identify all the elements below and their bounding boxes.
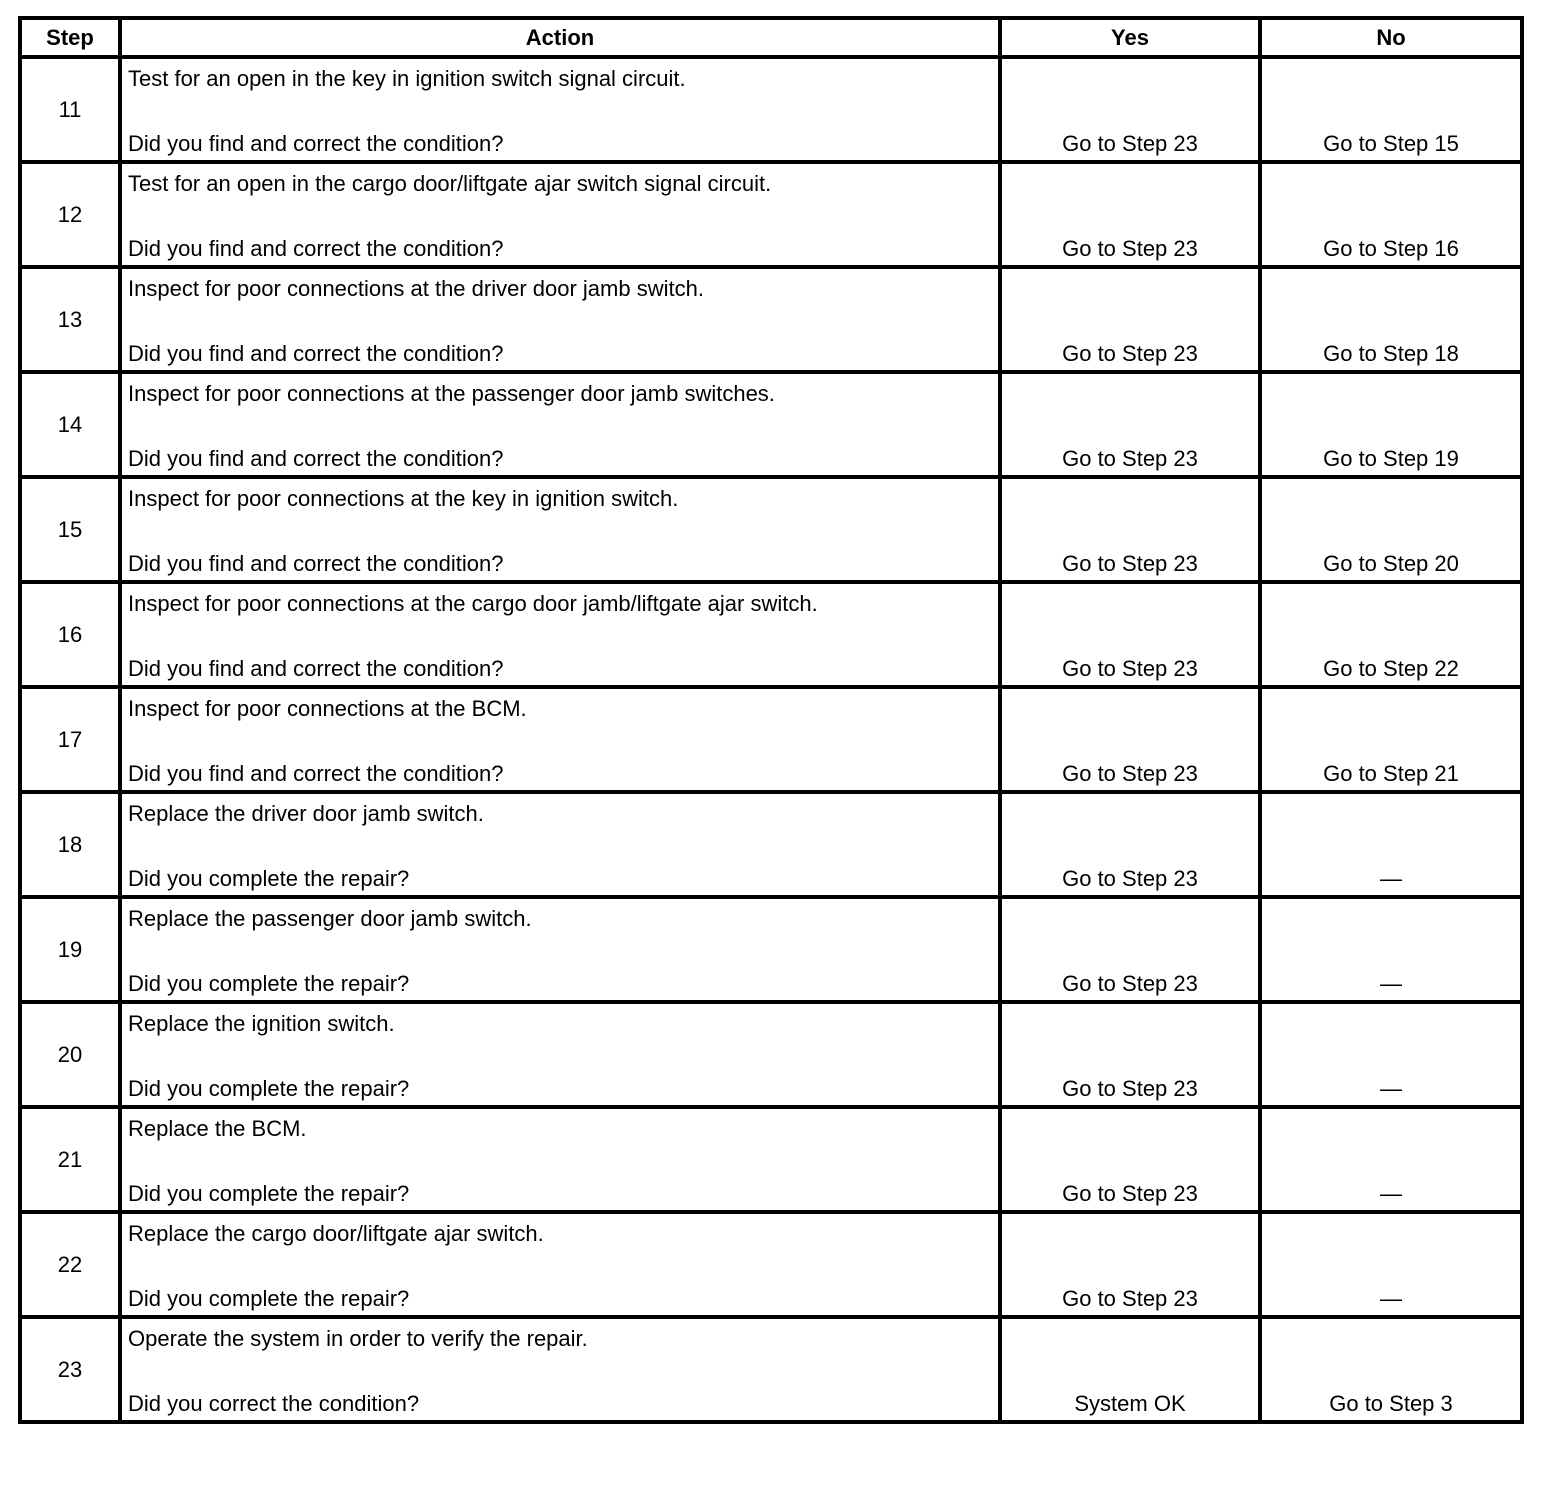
action-cell bbox=[120, 687, 1000, 792]
action-question: Did you complete the repair? bbox=[128, 1286, 410, 1311]
table-row bbox=[20, 162, 1522, 267]
action-text: Operate the system in order to verify the repair. bbox=[128, 1326, 588, 1351]
no-cell bbox=[1260, 1107, 1522, 1212]
action-cell bbox=[120, 1107, 1000, 1212]
yes-result: System OK bbox=[1074, 1391, 1186, 1416]
no-cell bbox=[1260, 897, 1522, 1002]
yes-cell bbox=[1000, 1002, 1260, 1107]
yes-result: Go to Step 23 bbox=[1062, 656, 1198, 681]
no-result: Go to Step 21 bbox=[1323, 761, 1459, 786]
action-cell bbox=[120, 1212, 1000, 1317]
yes-result: Go to Step 23 bbox=[1062, 131, 1198, 156]
yes-cell bbox=[1000, 372, 1260, 477]
step-number: 20 bbox=[20, 1002, 120, 1107]
action-cell bbox=[120, 582, 1000, 687]
no-result: Go to Step 22 bbox=[1323, 656, 1459, 681]
action-text: Inspect for poor connections at the driver door jamb switch. bbox=[128, 276, 704, 301]
action-cell bbox=[120, 477, 1000, 582]
table-row bbox=[20, 1107, 1522, 1212]
action-cell bbox=[120, 1002, 1000, 1107]
no-cell bbox=[1260, 372, 1522, 477]
yes-cell bbox=[1000, 57, 1260, 162]
no-cell bbox=[1260, 1317, 1522, 1422]
yes-cell bbox=[1000, 582, 1260, 687]
no-result: Go to Step 18 bbox=[1323, 341, 1459, 366]
yes-cell bbox=[1000, 162, 1260, 267]
action-text: Replace the passenger door jamb switch. bbox=[128, 906, 532, 931]
table-row bbox=[20, 372, 1522, 477]
table-row bbox=[20, 582, 1522, 687]
no-cell bbox=[1260, 162, 1522, 267]
yes-result: Go to Step 23 bbox=[1062, 341, 1198, 366]
step-number: 13 bbox=[20, 267, 120, 372]
step-number: 15 bbox=[20, 477, 120, 582]
action-cell bbox=[120, 792, 1000, 897]
action-text: Replace the cargo door/liftgate ajar switch. bbox=[128, 1221, 544, 1246]
step-number: 18 bbox=[20, 792, 120, 897]
action-text: Replace the ignition switch. bbox=[128, 1011, 395, 1036]
yes-result: Go to Step 23 bbox=[1062, 866, 1198, 891]
no-result: — bbox=[1380, 1181, 1402, 1206]
action-question: Did you find and correct the condition? bbox=[128, 761, 504, 786]
no-cell bbox=[1260, 792, 1522, 897]
no-cell bbox=[1260, 477, 1522, 582]
step-number: 21 bbox=[20, 1107, 120, 1212]
no-result: — bbox=[1380, 1286, 1402, 1311]
table-row bbox=[20, 1212, 1522, 1317]
table-row bbox=[20, 267, 1522, 372]
yes-cell bbox=[1000, 897, 1260, 1002]
action-text: Inspect for poor connections at the key in ignition switch. bbox=[128, 486, 679, 511]
no-cell bbox=[1260, 582, 1522, 687]
action-cell bbox=[120, 267, 1000, 372]
yes-cell bbox=[1000, 1317, 1260, 1422]
action-question: Did you find and correct the condition? bbox=[128, 341, 504, 366]
yes-cell bbox=[1000, 477, 1260, 582]
step-number: 12 bbox=[20, 162, 120, 267]
yes-result: Go to Step 23 bbox=[1062, 1076, 1198, 1101]
action-text: Replace the driver door jamb switch. bbox=[128, 801, 484, 826]
header-step: Step bbox=[20, 18, 120, 57]
action-text: Inspect for poor connections at the BCM. bbox=[128, 696, 527, 721]
no-result: Go to Step 3 bbox=[1329, 1391, 1453, 1416]
yes-result: Go to Step 23 bbox=[1062, 1181, 1198, 1206]
action-text: Inspect for poor connections at the cargo door jamb/liftgate ajar switch. bbox=[128, 591, 818, 616]
yes-cell bbox=[1000, 1212, 1260, 1317]
action-text: Test for an open in the key in ignition switch signal circuit. bbox=[128, 66, 686, 91]
action-question: Did you complete the repair? bbox=[128, 1181, 410, 1206]
diagnostic-steps-table bbox=[18, 16, 1524, 1424]
header-no: No bbox=[1260, 18, 1522, 57]
step-number: 14 bbox=[20, 372, 120, 477]
yes-result: Go to Step 23 bbox=[1062, 971, 1198, 996]
action-cell bbox=[120, 162, 1000, 267]
table-row bbox=[20, 57, 1522, 162]
action-cell bbox=[120, 897, 1000, 1002]
table-row bbox=[20, 1317, 1522, 1422]
action-cell bbox=[120, 372, 1000, 477]
no-result: Go to Step 19 bbox=[1323, 446, 1459, 471]
no-cell bbox=[1260, 267, 1522, 372]
table-row bbox=[20, 1002, 1522, 1107]
no-cell bbox=[1260, 1002, 1522, 1107]
no-cell bbox=[1260, 1212, 1522, 1317]
yes-result: Go to Step 23 bbox=[1062, 446, 1198, 471]
yes-cell bbox=[1000, 792, 1260, 897]
action-text: Test for an open in the cargo door/liftgate ajar switch signal circuit. bbox=[128, 171, 772, 196]
table-row bbox=[20, 687, 1522, 792]
step-number: 17 bbox=[20, 687, 120, 792]
action-text: Replace the BCM. bbox=[128, 1116, 307, 1141]
step-number: 19 bbox=[20, 897, 120, 1002]
header-yes: Yes bbox=[1000, 18, 1260, 57]
header-action: Action bbox=[120, 18, 1000, 57]
yes-cell bbox=[1000, 267, 1260, 372]
table-row bbox=[20, 897, 1522, 1002]
action-question: Did you find and correct the condition? bbox=[128, 236, 504, 261]
yes-result: Go to Step 23 bbox=[1062, 236, 1198, 261]
table-row bbox=[20, 477, 1522, 582]
no-result: — bbox=[1380, 1076, 1402, 1101]
header-row bbox=[20, 18, 1522, 57]
no-result: — bbox=[1380, 866, 1402, 891]
action-question: Did you correct the condition? bbox=[128, 1391, 420, 1416]
no-cell bbox=[1260, 687, 1522, 792]
step-number: 16 bbox=[20, 582, 120, 687]
step-number: 11 bbox=[20, 57, 120, 162]
table-row bbox=[20, 792, 1522, 897]
no-result: — bbox=[1380, 971, 1402, 996]
action-question: Did you complete the repair? bbox=[128, 866, 410, 891]
action-cell bbox=[120, 57, 1000, 162]
action-question: Did you find and correct the condition? bbox=[128, 131, 504, 156]
yes-cell bbox=[1000, 1107, 1260, 1212]
step-number: 22 bbox=[20, 1212, 120, 1317]
yes-cell bbox=[1000, 687, 1260, 792]
action-question: Did you complete the repair? bbox=[128, 971, 410, 996]
action-text: Inspect for poor connections at the passenger door jamb switches. bbox=[128, 381, 775, 406]
yes-result: Go to Step 23 bbox=[1062, 1286, 1198, 1311]
yes-result: Go to Step 23 bbox=[1062, 551, 1198, 576]
action-question: Did you find and correct the condition? bbox=[128, 551, 504, 576]
no-result: Go to Step 16 bbox=[1323, 236, 1459, 261]
action-question: Did you find and correct the condition? bbox=[128, 656, 504, 681]
no-result: Go to Step 15 bbox=[1323, 131, 1459, 156]
step-number: 23 bbox=[20, 1317, 120, 1422]
action-question: Did you complete the repair? bbox=[128, 1076, 410, 1101]
action-question: Did you find and correct the condition? bbox=[128, 446, 504, 471]
no-result: Go to Step 20 bbox=[1323, 551, 1459, 576]
action-cell bbox=[120, 1317, 1000, 1422]
no-cell bbox=[1260, 57, 1522, 162]
yes-result: Go to Step 23 bbox=[1062, 761, 1198, 786]
